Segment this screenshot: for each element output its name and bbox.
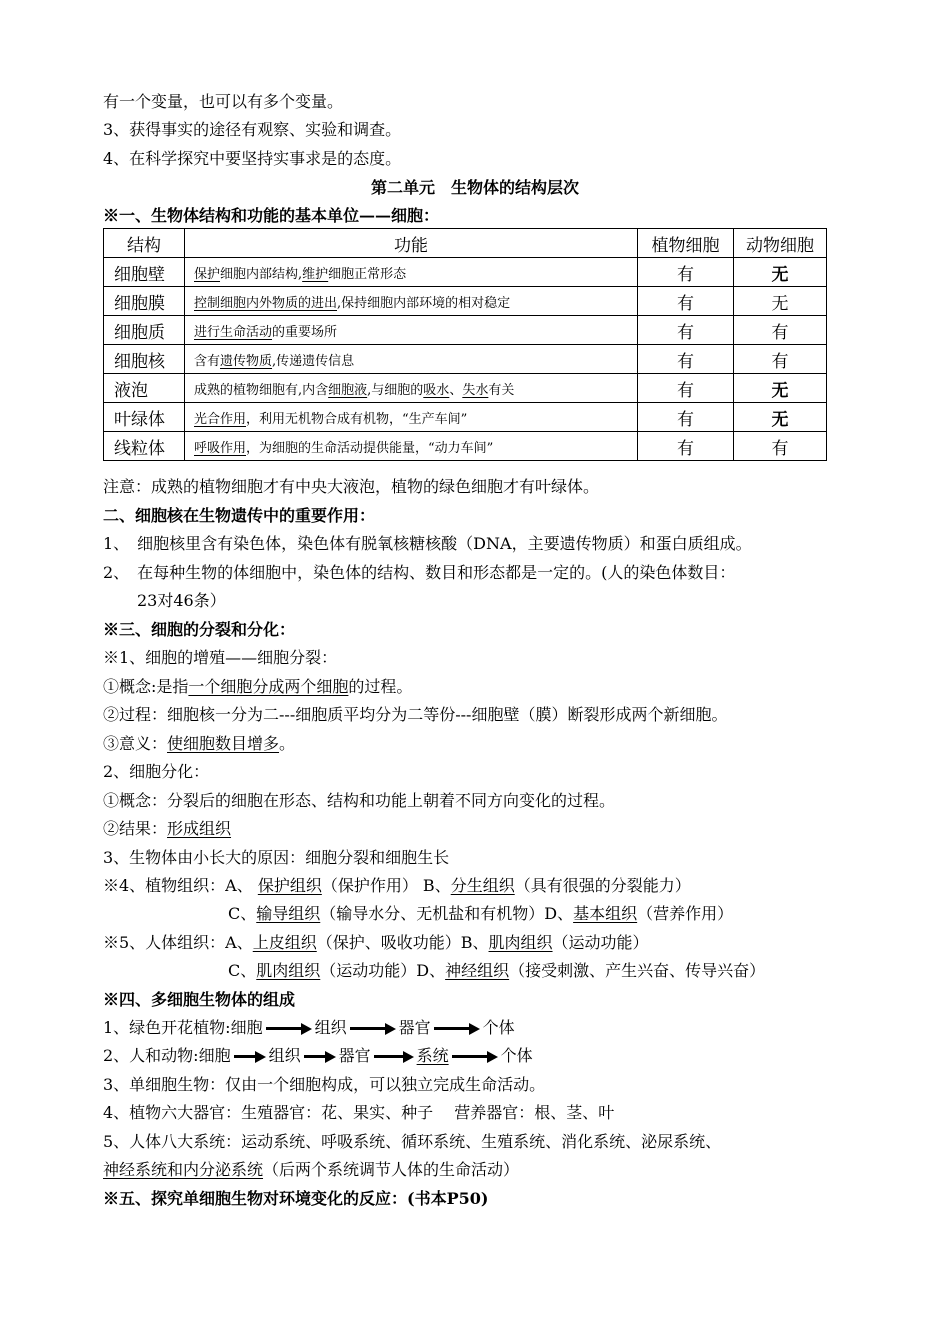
arrow-right-icon xyxy=(452,1051,498,1063)
animal-mark: 有 xyxy=(734,432,827,461)
underlined-text: 神经组织 xyxy=(445,961,510,980)
structure-function xyxy=(185,287,638,316)
human-tissues-line-2 xyxy=(228,961,765,981)
division-process: ②过程：细胞核一分为二---细胞质平均分为二等份---细胞壁（膜）断裂形成两个新细胞。 xyxy=(103,705,728,724)
function-underlined: 光合作用 xyxy=(194,411,247,427)
cell-division-heading: ※1、细胞的增殖——细胞分裂： xyxy=(103,648,338,667)
text: （运动功能） xyxy=(552,933,649,952)
text: （输导水分、无机盐和有机物）D、 xyxy=(320,904,574,923)
table-row xyxy=(104,258,827,287)
arrow-right-icon xyxy=(266,1023,312,1035)
function-text: ，利用无机物合成有机物，“生产车间” xyxy=(246,411,468,427)
section-3-title: ※三、细胞的分裂和分化： xyxy=(103,620,296,639)
function-underlined: 控制细胞内外物质的进出 xyxy=(194,295,338,311)
structure-function xyxy=(185,258,638,287)
underlined-text: 输导组织 xyxy=(256,904,321,923)
section-1-title: ※一、生物体结构和功能的基本单位——细胞： xyxy=(103,206,440,225)
text: 器官 xyxy=(338,1046,371,1065)
unicellular-note: 3、单细胞生物：仅由一个细胞构成，可以独立完成生命活动。 xyxy=(103,1075,546,1094)
text: ※5、人体组织：A、 xyxy=(103,933,253,952)
text: 个体 xyxy=(500,1046,533,1065)
function-text: 细胞正常形态 xyxy=(328,266,407,282)
section-2-item-2: 2、 在每种生物的体细胞中，染色体的结构、数目和形态都是一定的。(人的染色体数目： xyxy=(103,563,736,582)
animal-hierarchy xyxy=(103,1046,533,1066)
section-5-title: ※五、探究单细胞生物对环境变化的反应：(书本P50) xyxy=(103,1189,489,1208)
text: 的过程。 xyxy=(348,677,413,696)
function-underlined: 吸水 xyxy=(423,382,450,398)
underlined-text: 系统 xyxy=(416,1046,449,1065)
arrow-right-icon xyxy=(304,1051,336,1063)
table-row xyxy=(104,345,827,374)
structure-function xyxy=(185,432,638,461)
function-text: ,传递遗传信息 xyxy=(272,353,355,369)
plant-mark: 有 xyxy=(638,345,734,374)
differentiation-concept: ①概念：分裂后的细胞在形态、结构和功能上朝着不同方向变化的过程。 xyxy=(103,791,616,810)
function-underlined: 失水 xyxy=(462,382,489,398)
text: （接受刺激、产生兴奋、传导兴奋） xyxy=(509,961,766,980)
underlined-text: 肌肉组织 xyxy=(256,961,321,980)
plant-tissues-line-2 xyxy=(228,904,733,924)
header-animal-cell: 动物细胞 xyxy=(734,229,827,258)
section-2-item-2-cont: 23对46条） xyxy=(137,591,226,610)
function-text: 成熟的植物细胞有,内含 xyxy=(194,382,329,398)
function-text: 、 xyxy=(449,382,463,398)
function-text: 含有 xyxy=(194,353,221,369)
function-text: ,保持细胞内部环境的相对稳定 xyxy=(337,295,511,311)
table-note: 注意：成熟的植物细胞才有中央大液泡，植物的绿色细胞才有叶绿体。 xyxy=(103,477,600,496)
section-4-title: ※四、多细胞生物体的组成 xyxy=(103,990,296,1009)
function-underlined: 维护 xyxy=(302,266,329,282)
text: 个体 xyxy=(482,1018,515,1037)
arrow-right-icon xyxy=(350,1023,396,1035)
animal-mark: 无 xyxy=(734,374,827,403)
table-row xyxy=(104,403,827,432)
plant-hierarchy xyxy=(103,1018,515,1038)
structure-name: 线粒体 xyxy=(104,432,185,461)
underlined-text: 形成组织 xyxy=(167,819,232,838)
structure-function xyxy=(185,374,638,403)
animal-mark: 无 xyxy=(734,258,827,287)
table-row xyxy=(104,374,827,403)
text: ①概念:是指 xyxy=(103,677,189,696)
text: （保护、吸收功能）B、 xyxy=(316,933,489,952)
text: （营养作用） xyxy=(637,904,734,923)
animal-mark: 有 xyxy=(734,345,827,374)
animal-mark: 无 xyxy=(734,287,827,316)
underlined-text: 上皮组织 xyxy=(252,933,317,952)
structure-function xyxy=(185,345,638,374)
underlined-text: 使细胞数目增多 xyxy=(167,734,280,753)
differentiation-result xyxy=(103,819,231,839)
intro-line-2: 3、获得事实的途径有观察、实验和调查。 xyxy=(103,120,402,139)
plant-mark: 有 xyxy=(638,374,734,403)
table-row xyxy=(104,287,827,316)
division-meaning xyxy=(103,734,295,754)
arrow-right-icon xyxy=(434,1023,480,1035)
underlined-text: 神经系统和内分泌系统 xyxy=(103,1160,264,1179)
table-header-row xyxy=(104,229,827,258)
underlined-text: 基本组织 xyxy=(573,904,638,923)
underlined-text: 分生组织 xyxy=(450,876,515,895)
function-text: ,与细胞的 xyxy=(367,382,424,398)
function-underlined: 细胞液 xyxy=(328,382,368,398)
text: （具有很强的分裂能力） xyxy=(514,876,691,895)
header-plant-cell: 植物细胞 xyxy=(638,229,734,258)
structure-name: 叶绿体 xyxy=(104,403,185,432)
unit-title: 第二单元 生物体的结构层次 xyxy=(370,178,579,197)
text: （后两个系统调节人体的生命活动） xyxy=(263,1160,520,1179)
underlined-text: 肌肉组织 xyxy=(488,933,553,952)
function-underlined: 呼吸作用 xyxy=(194,440,247,456)
function-underlined: 保护 xyxy=(194,266,221,282)
growth-reason: 3、生物体由小长大的原因：细胞分裂和细胞生长 xyxy=(103,848,450,867)
underlined-text: 保护组织 xyxy=(257,876,322,895)
table-row xyxy=(104,432,827,461)
text: 1、绿色开花植物:细胞 xyxy=(103,1018,263,1037)
plant-mark: 有 xyxy=(638,258,734,287)
text: 。 xyxy=(279,734,296,753)
structure-name: 细胞壁 xyxy=(104,258,185,287)
animal-mark: 无 xyxy=(734,403,827,432)
function-underlined: 进行生命活动 xyxy=(194,324,273,340)
human-systems: 5、人体八大系统：运动系统、呼吸系统、循环系统、生殖系统、消化系统、泌尿系统、 xyxy=(103,1132,722,1151)
human-tissues-line-1 xyxy=(103,933,649,953)
plant-tissues-line-1 xyxy=(103,876,691,896)
structure-name: 细胞质 xyxy=(104,316,185,345)
text: C、 xyxy=(228,904,257,923)
function-text: ，为细胞的生命活动提供能量，“动力车间” xyxy=(246,440,494,456)
text: （保护作用） B、 xyxy=(321,876,451,895)
structure-name: 细胞膜 xyxy=(104,287,185,316)
function-text: 有关 xyxy=(488,382,515,398)
division-concept xyxy=(103,677,412,697)
structure-name: 液泡 xyxy=(104,374,185,403)
intro-line-3: 4、在科学探究中要坚持实事求是的态度。 xyxy=(103,149,402,168)
function-text: 细胞内部结构, xyxy=(220,266,303,282)
structure-function xyxy=(185,316,638,345)
arrow-right-icon xyxy=(234,1051,266,1063)
arrow-right-icon xyxy=(374,1051,414,1063)
text: 组织 xyxy=(268,1046,301,1065)
plant-mark: 有 xyxy=(638,316,734,345)
plant-mark: 有 xyxy=(638,403,734,432)
section-2-title: 二、细胞核在生物遗传中的重要作用： xyxy=(103,506,376,525)
structure-function xyxy=(185,403,638,432)
section-2-item-1: 1、 细胞核里含有染色体，染色体有脱氧核糖核酸（DNA，主要遗传物质）和蛋白质组成。 xyxy=(103,534,752,553)
text: 器官 xyxy=(398,1018,431,1037)
animal-mark: 有 xyxy=(734,316,827,345)
function-text: 的重要场所 xyxy=(272,324,338,340)
text: ③意义： xyxy=(103,734,168,753)
plant-mark: 有 xyxy=(638,287,734,316)
differentiation-heading: 2、细胞分化： xyxy=(103,762,210,781)
text: C、 xyxy=(228,961,257,980)
header-function: 功能 xyxy=(185,229,638,258)
cell-structure-table xyxy=(103,228,827,461)
underlined-text: 一个细胞分成两个细胞 xyxy=(188,677,349,696)
plant-organs: 4、植物六大器官：生殖器官：花、果实、种子 营养器官：根、茎、叶 xyxy=(103,1103,615,1122)
human-systems-cont xyxy=(103,1160,519,1180)
function-underlined: 遗传物质 xyxy=(220,353,273,369)
text: ※4、植物组织：A、 xyxy=(103,876,258,895)
text: ②结果： xyxy=(103,819,168,838)
text: 组织 xyxy=(314,1018,347,1037)
header-structure: 结构 xyxy=(104,229,185,258)
intro-line-1: 有一个变量，也可以有多个变量。 xyxy=(103,92,344,111)
table-row xyxy=(104,316,827,345)
text: （运动功能）D、 xyxy=(320,961,446,980)
structure-name: 细胞核 xyxy=(104,345,185,374)
plant-mark: 有 xyxy=(638,432,734,461)
text: 2、人和动物:细胞 xyxy=(103,1046,231,1065)
